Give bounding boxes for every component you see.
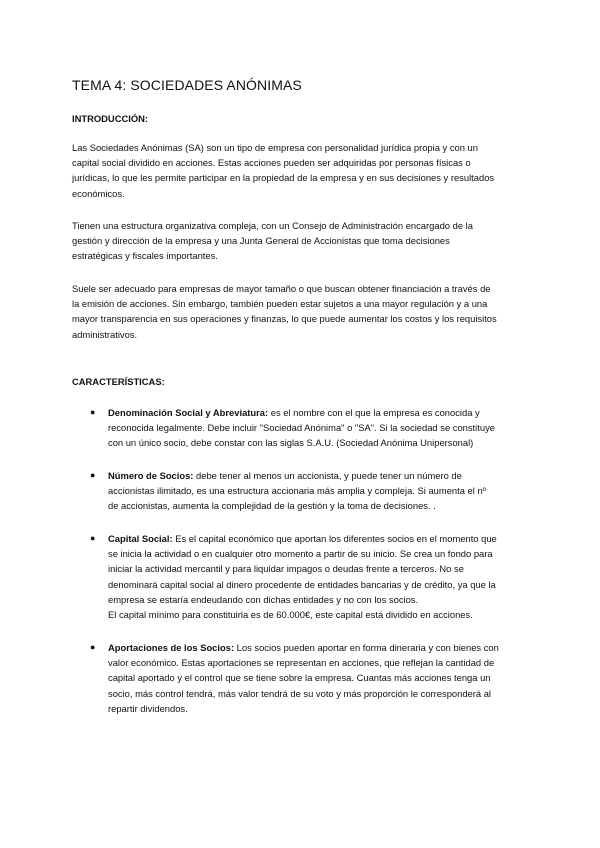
feature-term: Capital Social: [108,533,173,544]
text-line: Suele ser adecuado para empresas de mayor tamaño o que buscan obtener financiación a través de [72,283,491,294]
feature-term: Denominación Social y Abreviatura: [108,407,269,418]
feature-item-numero-socios [90,468,535,514]
text-line: Denominación Social y Abreviatura: es el nombre con el que la empresa es conocida y [108,407,480,418]
text-line: jurídicas, lo que les permite participar en la propiedad de la empresa y en sus decisiones y resultados [72,172,495,184]
text-line: valor económico. Estas aportaciones se representan en acciones, que reflejan la cantidad de [108,657,495,669]
text-line: iniciar la actividad mercantil y para liquidar impagos o deudas frente a terceros. No se [108,563,464,575]
text-line: repartir dividendos. [108,702,188,714]
text-line: El capital mínimo para constituirla es de 60.000€, este capital está dividido en acciones. [108,609,473,621]
feature-item-aportaciones [90,640,535,716]
intro-paragraph-3 [72,281,532,342]
intro-paragraph-1 [72,140,532,201]
text-line: socio, más control tendrá, más valor tendrá de su voto y más proporción le corresponderá al [108,687,492,699]
feature-item-denominacion [90,405,535,451]
text-line: económicos. [72,187,125,199]
bullet-icon: ● [90,533,96,543]
intro-heading: INTRODUCCIÓN: [72,113,149,124]
bullet-icon: ● [90,407,96,417]
text-line: Capital Social: Es el capital económico que aportan los diferentes socios en el momento que [108,533,497,544]
text-line: accionistas ilimitado, es una estructura accionaria más amplia y compleja. Si aumenta el nº [108,485,487,497]
text-line: reconocida legalmente. Debe incluir "Sociedad Anónima" o "SA". Si la sociedad se constituye [108,422,495,434]
feature-term: Número de Socios: [108,470,194,481]
text-line: capital social dividido en acciones. Estas acciones pueden ser adquiridas por personas físicas o [72,157,471,169]
page-title: TEMA 4: SOCIEDADES ANÓNIMAS [72,77,302,93]
text-line: con un único socio, debe constar con las siglas S.A.U. (Sociedad Anónima Unipersonal) [108,437,474,449]
text-line: Aportaciones de los Socios: Los socios pueden aportar en forma dineraria y con bienes con [108,642,499,653]
bullet-icon: ● [90,642,96,652]
text-line: gestión y dirección de la empresa y una Junta General de Accionistas que toma decisiones [72,235,450,247]
text-line: de accionistas, aumenta la complejidad de la gestión y la toma de decisiones. . [108,500,436,512]
features-heading: CARACTERÍSTICAS: [72,376,165,387]
feature-item-capital-social [90,531,535,622]
text-line: la emisión de acciones. Sin embargo, también pueden estar sujetos a una mayor regulación y a una [72,298,488,310]
text-line: Las Sociedades Anónimas (SA) son un tipo de empresa con personalidad jurídica propia y con un [72,142,478,153]
text-line: denominará capital social al dinero procedente de entidades bancarias y de crédito, ya que la [108,578,496,590]
feature-term: Aportaciones de los Socios: [108,642,235,653]
text-line: empresa se estaría endeudando con dichas entidades y no con los socios. [108,593,419,605]
text-line: mayor transparencia en sus operaciones y finanzas, lo que puede aumentar los costos y los requisitos [72,313,497,325]
text-line: Número de Socios: debe tener al menos un accionista, y puede tener un número de [108,470,462,481]
bullet-icon: ● [90,470,96,480]
text-line: estratégicas y fiscales importantes. [72,250,218,262]
text-line: capital aportado y el control que se tiene sobre la empresa. Cuantas más acciones tenga un [108,672,491,684]
intro-paragraph-2 [72,218,532,264]
text-line: administrativos. [72,328,138,340]
text-line: Tienen una estructura organizativa compleja, con un Consejo de Administración encargado de la [72,220,473,231]
text-line: se inicia la actividad o en cualquier otro momento a partir de su inicio. Se crea un fondo para [108,548,493,560]
